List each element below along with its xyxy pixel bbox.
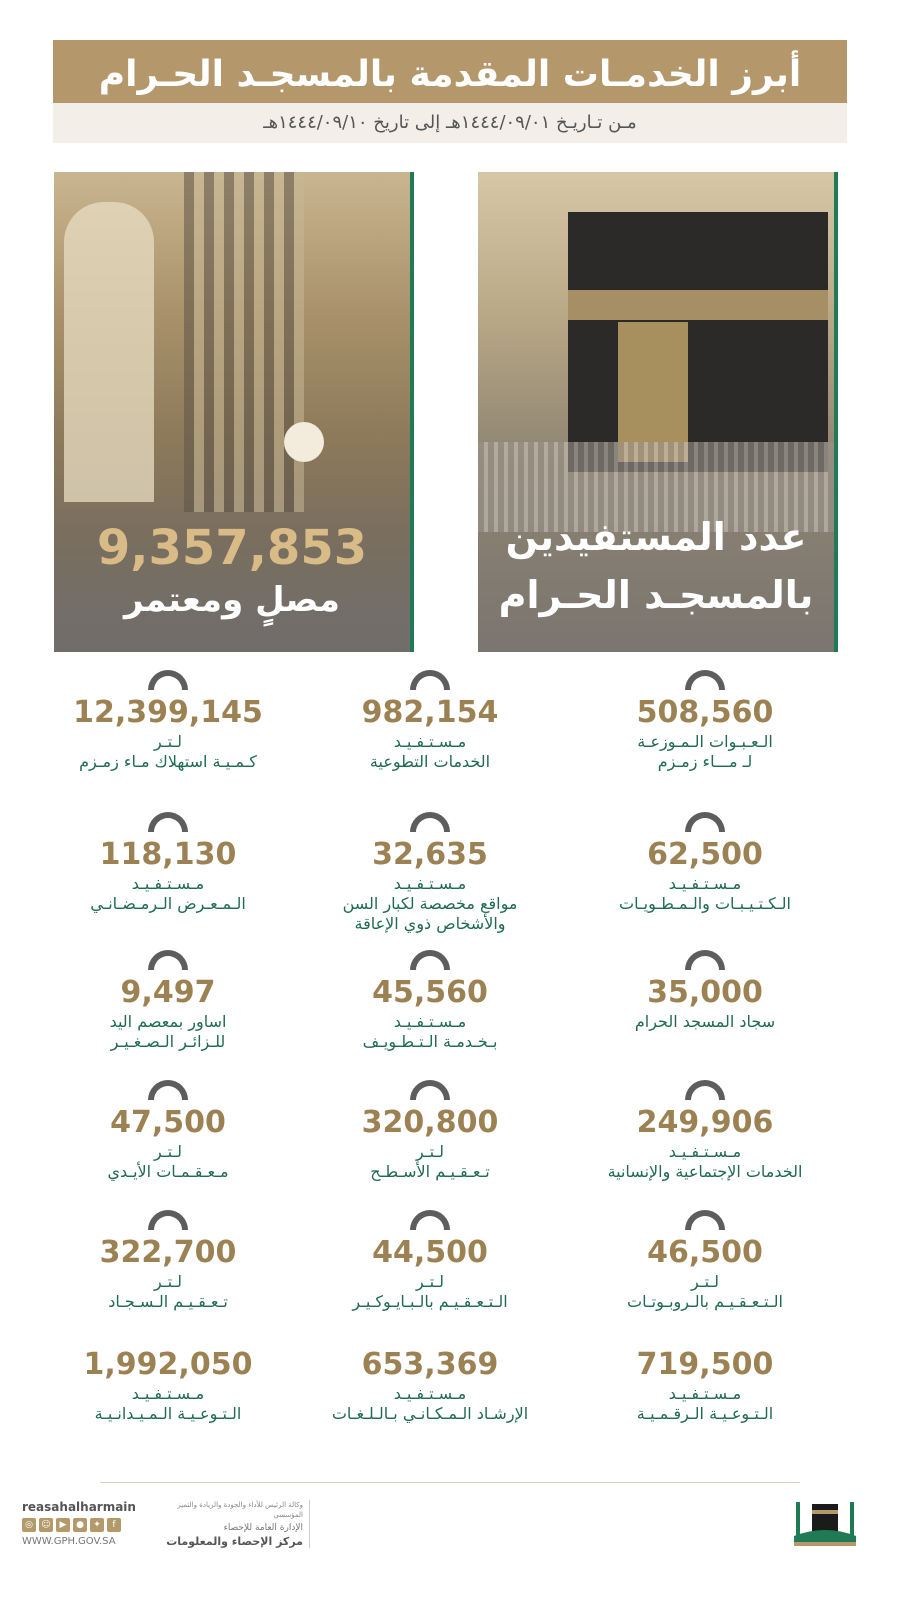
- logo-icon: [790, 1490, 860, 1550]
- stat-value: 62,500: [647, 837, 763, 872]
- stat-item: [28, 1342, 308, 1424]
- stat-unit: مـسـتـفـيـد: [668, 1142, 742, 1161]
- stat-unit: لـتـر: [154, 732, 182, 751]
- hero-right-text: [478, 508, 834, 624]
- stat-item: [28, 812, 308, 914]
- stat-item: [28, 670, 308, 772]
- total-worshippers-caption: مصلٍ ومعتمر: [124, 580, 340, 620]
- arc-icon: [685, 950, 725, 970]
- stat-item: [565, 950, 845, 1032]
- presidency-logo: [790, 1490, 860, 1550]
- arc-icon: [685, 670, 725, 690]
- stat-label: الـتـوعـيـة الـمـيـدانـيـة: [94, 1404, 242, 1423]
- social-icons: [22, 1518, 152, 1532]
- arc-icon: [685, 1080, 725, 1100]
- stat-item: [290, 1342, 570, 1424]
- stat-unit: مـسـتـفـيـد: [668, 1384, 742, 1403]
- stat-value: 35,000: [647, 975, 763, 1010]
- stat-label: الخدمات التطوعية: [369, 752, 491, 771]
- stat-value: 32,635: [372, 837, 488, 872]
- stat-unit: مـسـتـفـيـد: [393, 1012, 467, 1031]
- arc-icon: [148, 1210, 188, 1230]
- social-handle: reasahalharmain: [22, 1500, 136, 1514]
- stat-item: [28, 950, 308, 1052]
- arc-icon: [148, 950, 188, 970]
- stat-value: 719,500: [636, 1347, 774, 1382]
- stat-unit: مـسـتـفـيـد: [131, 1384, 205, 1403]
- footer-agency: [150, 1500, 310, 1548]
- date-range: مـن تـاريـخ ١٤٤٤/٠٩/٠١هـ إلى تاريخ ١٤٤٤/٠٩/١٠هـ: [53, 103, 847, 143]
- lamp-icon: [284, 422, 324, 462]
- stat-unit: لـتـر: [416, 1142, 444, 1161]
- twitter-icon[interactable]: ✦: [90, 1518, 104, 1532]
- kaaba-band: [568, 290, 828, 320]
- stat-label: اساور بمعصم اليد: [109, 1012, 227, 1031]
- stat-label-2: لـ مـــاء زمـزم: [657, 752, 753, 771]
- stat-unit: مـسـتـفـيـد: [131, 874, 205, 893]
- stat-label: سجاد المسجد الحرام: [634, 1012, 776, 1031]
- stat-value: 9,497: [120, 975, 216, 1010]
- page-title: أبرز الخدمـات المقدمة بالمسجـد الحـرام: [98, 54, 802, 95]
- stat-label: تـعـقـيـم الـسـجـاد: [108, 1292, 228, 1311]
- hero-right-panel: [478, 172, 838, 652]
- stat-value: 12,399,145: [73, 695, 263, 730]
- stat-item: [565, 1210, 845, 1312]
- stat-label: الـعـبـوات الـمـوزعـة: [637, 732, 773, 751]
- stat-item: [28, 1080, 308, 1182]
- kaaba-door: [618, 322, 688, 462]
- stat-label-2: والأشخاص ذوي الإعاقة: [354, 914, 506, 933]
- arc-icon: [410, 1080, 450, 1100]
- stat-label: الإرشـاد الـمـكـانـي بـالـلـغـات: [331, 1404, 529, 1423]
- stat-item: [290, 950, 570, 1052]
- arc-icon: [685, 1210, 725, 1230]
- stat-label: مـعـقـمـات الأيـدي: [107, 1162, 229, 1181]
- stat-value: 249,906: [636, 1105, 774, 1140]
- stat-value: 46,500: [647, 1235, 763, 1270]
- beneficiaries-caption-1: عدد المستفيدين: [505, 515, 807, 559]
- arc-icon: [148, 1080, 188, 1100]
- hero-left-text: [54, 520, 410, 624]
- stat-item: [290, 1210, 570, 1312]
- arc-icon: [410, 1210, 450, 1230]
- arc-icon: [685, 812, 725, 832]
- stat-unit: مـسـتـفـيـد: [393, 732, 467, 751]
- stat-value: 1,992,050: [83, 1347, 253, 1382]
- stat-label: الـكـتـيـبـات والـمـطـويـات: [619, 894, 791, 913]
- stat-unit: مـسـتـفـيـد: [393, 874, 467, 893]
- stat-item: [565, 812, 845, 914]
- instagram-icon[interactable]: ◎: [22, 1518, 36, 1532]
- stat-label: بـخـدمـة الـتـطـويـف: [362, 1032, 498, 1051]
- stat-value: 653,369: [361, 1347, 499, 1382]
- stat-item: [290, 1080, 570, 1182]
- stat-label: الخدمات الإجتماعية والإنسانية: [607, 1162, 803, 1181]
- stat-value: 322,700: [99, 1235, 237, 1270]
- stat-unit: مـسـتـفـيـد: [393, 1384, 467, 1403]
- arc-icon: [410, 812, 450, 832]
- stat-label: كـمـيـة استهلاك مـاء زمـزم: [79, 752, 257, 771]
- stat-value: 982,154: [361, 695, 499, 730]
- kaaba-shape: [568, 212, 828, 472]
- stat-value: 508,560: [636, 695, 774, 730]
- stat-item: [290, 670, 570, 772]
- stat-item: [290, 812, 570, 934]
- arch-decoration: [64, 202, 154, 502]
- stat-value: 44,500: [372, 1235, 488, 1270]
- snapchat-icon[interactable]: ☺: [39, 1518, 53, 1532]
- stat-value: 118,130: [99, 837, 237, 872]
- facebook-icon[interactable]: f: [107, 1518, 121, 1532]
- stat-value: 47,500: [110, 1105, 226, 1140]
- center-name: مركز الإحصاء والمعلومات: [166, 1535, 303, 1548]
- header-banner: [53, 40, 847, 143]
- stat-value: 45,560: [372, 975, 488, 1010]
- stat-value: 320,800: [361, 1105, 499, 1140]
- stat-item: [565, 1080, 845, 1182]
- stat-item: [565, 1342, 845, 1424]
- arc-icon: [148, 812, 188, 832]
- arc-icon: [148, 670, 188, 690]
- stat-label-2: للـزائـر الـصـغـيـر: [110, 1032, 226, 1051]
- flickr-icon[interactable]: ●: [73, 1518, 87, 1532]
- stat-unit: لـتـر: [154, 1272, 182, 1291]
- stat-unit: لـتـر: [154, 1142, 182, 1161]
- agency-name: وكالة الرئيس للأداء والجودة والريادة والتميز المؤسسي: [177, 1501, 303, 1519]
- footer-social: [22, 1500, 152, 1547]
- stat-label: الـتـوعـيـة الـرقـمـيـة: [636, 1404, 774, 1423]
- stat-label: الـمـعـرض الـرمـضـانـي: [90, 894, 246, 913]
- department-name: الإدارة العامة للإحصاء: [223, 1523, 303, 1533]
- stat-label: تـعـقـيـم الأسـطـح: [370, 1162, 490, 1181]
- stat-unit: لـتـر: [691, 1272, 719, 1291]
- total-worshippers-number: 9,357,853: [96, 520, 368, 576]
- stat-label: الـتـعـقـيـم بالـروبـوتـات: [627, 1292, 783, 1311]
- worshippers-columns: [184, 172, 304, 512]
- hero-left-panel: [54, 172, 414, 652]
- stat-item: [28, 1210, 308, 1312]
- website-link[interactable]: WWW.GPH.GOV.SA: [22, 1536, 116, 1547]
- arc-icon: [410, 950, 450, 970]
- arc-icon: [410, 670, 450, 690]
- footer-divider: [100, 1482, 800, 1483]
- stat-unit: مـسـتـفـيـد: [668, 874, 742, 893]
- youtube-icon[interactable]: ▶: [56, 1518, 70, 1532]
- stat-label: مواقع مخصصة لكبار السن: [342, 894, 518, 913]
- beneficiaries-caption-2: بالمسجـد الحـرام: [498, 573, 814, 617]
- stat-unit: لـتـر: [416, 1272, 444, 1291]
- stat-label: الـتـعـقـيـم بالـبـايـوكـيـر: [352, 1292, 508, 1311]
- stat-item: [565, 670, 845, 772]
